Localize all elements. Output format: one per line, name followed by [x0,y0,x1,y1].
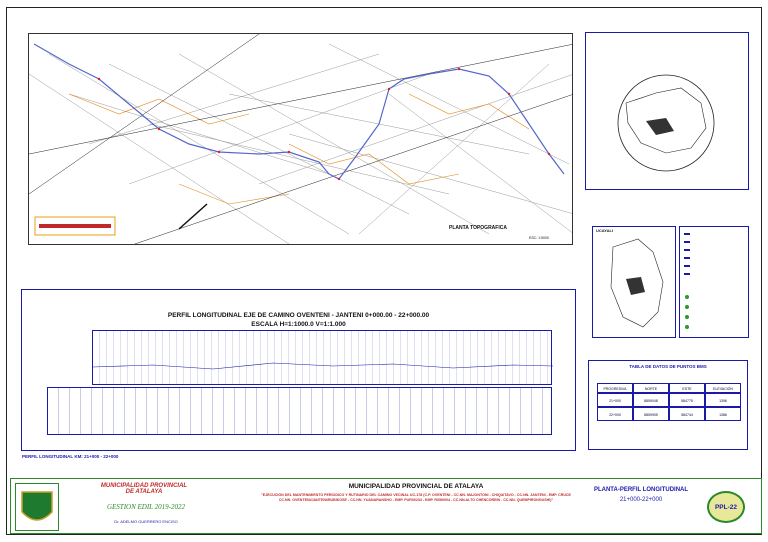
profile-data-band [47,387,552,435]
bm-cell: 584744 [669,407,705,421]
plan-title: PLANTA TOPOGRAFICA [449,225,507,231]
bm-header-1: NORTE [633,383,669,393]
bm-cell: 584775 [669,393,705,407]
key-map-box [585,32,749,190]
plan-drawing [29,34,573,245]
org-name-left: MUNICIPALIDAD PROVINCIAL DE ATALAYA [100,483,188,495]
plan-view [28,33,573,245]
profile-scale: ESCALA H=1:1000.0 V=1:1.000 [251,321,346,328]
bm-header-0: PROGRESIVA [597,383,633,393]
center-title: MUNICIPALIDAD PROVINCIAL DE ATALAYA [348,483,484,490]
mayor-name: Dr. ADELMO GUERRERO ENCISO [114,519,178,524]
profile-caption: PERFIL LONGITUDINAL KM: 21+000 - 22+000 [22,454,119,459]
sheet-code: PPL-22 [707,491,745,523]
profile-box [21,289,576,451]
location-map-box [592,226,676,338]
sheet-range: 21+000-22+000 [619,497,663,503]
shield-emblem [16,484,58,530]
logo [15,483,59,531]
bm-cell: 8859905 [633,407,669,421]
profile-title: PERFIL LONGITUDINAL EJE DE CAMINO OVENTENI - JANTENI 0+000.00 - 22+000.00 [167,312,430,319]
bm-cell: 1386 [705,407,741,421]
bm-header-3: ELEVACIÓN [705,383,741,393]
bm-cell: 22+000 [597,407,633,421]
bm-table-title: TABLA DE DATOS DE PUNTOS BMS [629,364,707,369]
sheet-title: PLANTA-PERFIL LONGITUDINAL [593,487,689,493]
bm-table [597,383,741,421]
bm-cell: 21+000 [597,393,633,407]
gestion-label: GESTION EDIL 2019-2022 [106,503,186,511]
location-label: UCAYALI [596,228,614,233]
project-description: "EJECUCION DEL MANTENIMIENTO PERIODICO Y RUTINARIO DEL CAMINO VECINAL UC-178 (C.P. OVENTENI - CC.NN. MAJONTONI - CHIQUITAVO - CC.NN. JANTENI - EMP. CRUCE CC.NN. OVENTENI/JANTENI/RUBIKOSE - CC.NN. YUANARANSHO - EMP. PUR00234 - EMP. R05I0004 - CC.NN.ALTO CHENCOREIN - CC.NN. QUEMPIRONGUSHI)" [261,493,571,502]
bm-cell: 8859048 [633,393,669,407]
plan-scale: ESC: 1:5000 [529,236,549,240]
profile-grid [92,330,552,385]
title-block [10,478,762,534]
bm-table-box [588,360,748,450]
location-map [593,227,675,337]
bm-header-2: ESTE [669,383,705,393]
key-map [586,33,748,189]
bm-cell: 1396 [705,393,741,407]
legend-symbols [680,227,748,337]
legend-box [679,226,749,338]
